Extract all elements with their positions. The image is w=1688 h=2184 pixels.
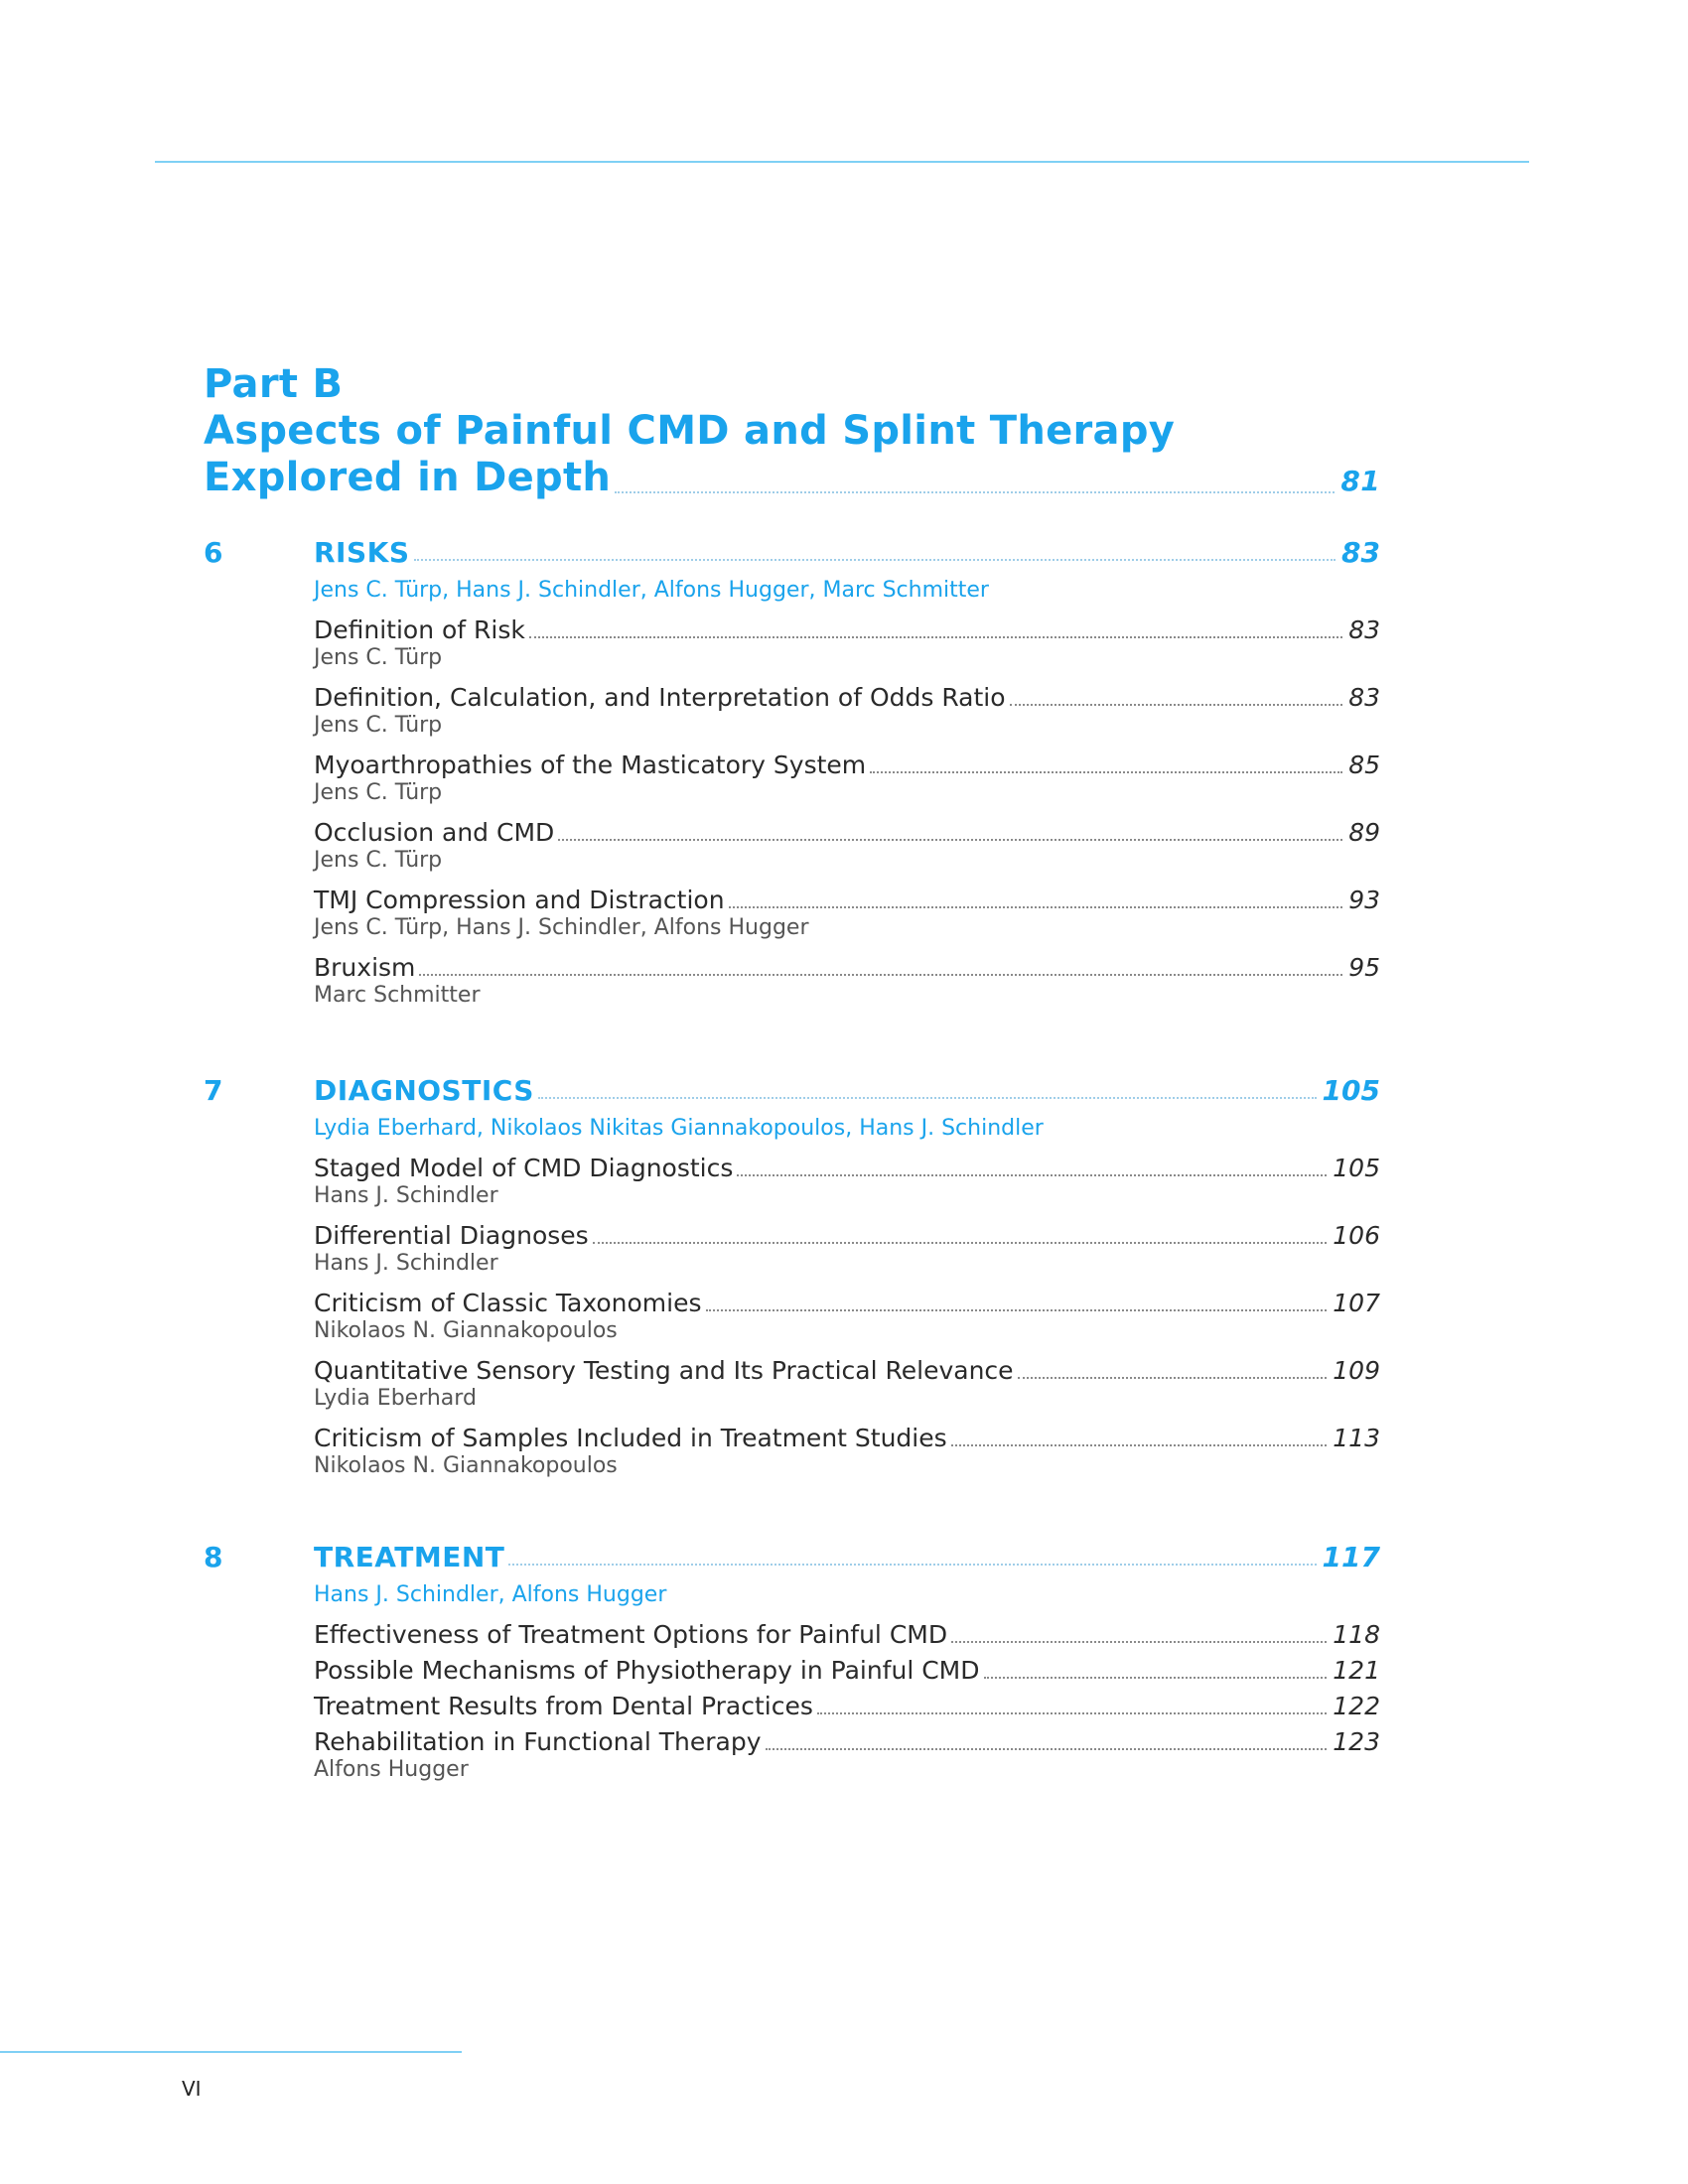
entry-page: 95 [1348,953,1380,982]
entry-title: Definition, Calculation, and Interpretation of Odds Ratio [314,683,1006,712]
entry-author: Nikolaos N. Giannakopoulos [314,1318,618,1343]
chapter-title: DIAGNOSTICS [314,1074,534,1107]
chapter-7 [204,1074,1380,1491]
dot-leader [414,558,1336,561]
entry-page: 123 [1333,1727,1380,1756]
dot-leader [766,1747,1328,1750]
entry-page: 83 [1348,683,1380,712]
entry-page: 105 [1333,1154,1380,1182]
entry-author: Hans J. Schindler [314,1183,498,1208]
dot-leader [538,1096,1317,1099]
dot-leader [984,1676,1328,1679]
bottom-rule [0,2051,462,2053]
entry-author: Nikolaos N. Giannakopoulos [314,1453,618,1478]
entry-author: Marc Schmitter [314,983,481,1008]
entry-title: Bruxism [314,953,416,982]
entry-author: Jens C. Türp [314,780,443,805]
toc-entry[interactable] [314,886,1380,941]
chapter-page: 105 [1322,1074,1380,1107]
toc-entry[interactable] [314,683,1380,739]
toc-entry[interactable] [314,1727,1380,1783]
entry-page: 89 [1348,818,1380,847]
chapter-page: 117 [1322,1541,1380,1573]
entry-title: Treatment Results from Dental Practices [314,1692,813,1720]
entry-title: Staged Model of CMD Diagnostics [314,1154,734,1182]
entry-title: Quantitative Sensory Testing and Its Practical Relevance [314,1356,1014,1385]
entry-title: Criticism of Classic Taxonomies [314,1289,702,1317]
entry-page: 93 [1348,886,1380,914]
part-title-line1: Aspects of Painful CMD and Splint Therapy [204,408,1176,454]
chapter-number: 7 [204,1074,223,1107]
chapter-heading[interactable] [204,1074,1380,1110]
dot-leader [870,770,1342,773]
entry-title: Criticism of Samples Included in Treatment Studies [314,1424,947,1452]
chapter-number: 6 [204,536,223,569]
entry-title: Occlusion and CMD [314,818,555,847]
toc-entry[interactable] [314,1221,1380,1277]
page-folio: VI [182,2077,202,2101]
dot-leader [951,1443,1328,1446]
entry-author: Hans J. Schindler [314,1251,498,1276]
entry-author: Lydia Eberhard [314,1386,477,1411]
entry-title: Effectiveness of Treatment Options for Painful CMD [314,1620,948,1649]
entry-title: Myoarthropathies of the Masticatory System [314,751,867,779]
entry-title: Differential Diagnoses [314,1221,589,1250]
dot-leader [951,1640,1327,1643]
entry-list [314,1620,1380,1783]
dot-leader [1018,1376,1328,1379]
chapter-heading[interactable] [204,1541,1380,1576]
toc-entry[interactable] [314,1424,1380,1479]
dot-leader [529,635,1342,638]
chapter-6 [204,536,1380,1021]
part-title-row [204,455,1380,504]
toc-entry[interactable] [314,1656,1380,1686]
dot-leader [615,490,1335,493]
dot-leader [729,905,1343,908]
entry-page: 109 [1333,1356,1380,1385]
part-heading [204,361,1380,504]
toc-entry[interactable] [314,1154,1380,1209]
dot-leader [593,1241,1328,1244]
top-rule [155,161,1529,163]
entry-page: 122 [1333,1692,1380,1720]
part-title-line2: Explored in Depth [204,455,612,500]
part-label: Part B [204,361,344,407]
toc-entry[interactable] [314,1289,1380,1344]
entry-author: Jens C. Türp [314,645,443,670]
chapter-authors: Lydia Eberhard, Nikolaos Nikitas Giannakopoulos, Hans J. Schindler [314,1116,1044,1141]
chapter-page: 83 [1341,536,1380,569]
entry-title: Rehabilitation in Functional Therapy [314,1727,762,1756]
toc-entry[interactable] [314,1620,1380,1650]
toc-entry[interactable] [314,615,1380,671]
dot-leader [817,1711,1327,1714]
entry-page: 107 [1333,1289,1380,1317]
chapter-heading[interactable] [204,536,1380,572]
toc-entry[interactable] [314,953,1380,1009]
entry-page: 118 [1333,1620,1380,1649]
dot-leader [558,838,1342,841]
dot-leader [1010,703,1343,706]
entry-title: TMJ Compression and Distraction [314,886,725,914]
entry-list [314,615,1380,1009]
entry-page: 106 [1333,1221,1380,1250]
entry-author: Alfons Hugger [314,1757,469,1782]
chapter-title: TREATMENT [314,1541,505,1573]
entry-page: 121 [1333,1656,1380,1685]
toc-entry[interactable] [314,751,1380,806]
toc-entry[interactable] [314,1692,1380,1721]
entry-author: Jens C. Türp [314,713,443,738]
entry-author: Jens C. Türp [314,848,443,873]
entry-list [314,1154,1380,1479]
dot-leader [419,973,1342,976]
entry-author: Jens C. Türp, Hans J. Schindler, Alfons Hugger [314,915,809,940]
entry-page: 83 [1348,615,1380,644]
chapter-8 [204,1541,1380,1789]
entry-page: 113 [1333,1424,1380,1452]
entry-title: Definition of Risk [314,615,525,644]
dot-leader [508,1563,1316,1566]
chapter-number: 8 [204,1541,223,1573]
chapter-title: RISKS [314,536,410,569]
toc-entry[interactable] [314,818,1380,874]
entry-title: Possible Mechanisms of Physiotherapy in Painful CMD [314,1656,980,1685]
entry-page: 85 [1348,751,1380,779]
part-page: 81 [1340,465,1380,497]
chapter-authors: Jens C. Türp, Hans J. Schindler, Alfons Hugger, Marc Schmitter [314,578,989,603]
chapter-authors: Hans J. Schindler, Alfons Hugger [314,1582,667,1607]
toc-entry[interactable] [314,1356,1380,1412]
dot-leader [737,1173,1327,1176]
dot-leader [706,1308,1328,1311]
